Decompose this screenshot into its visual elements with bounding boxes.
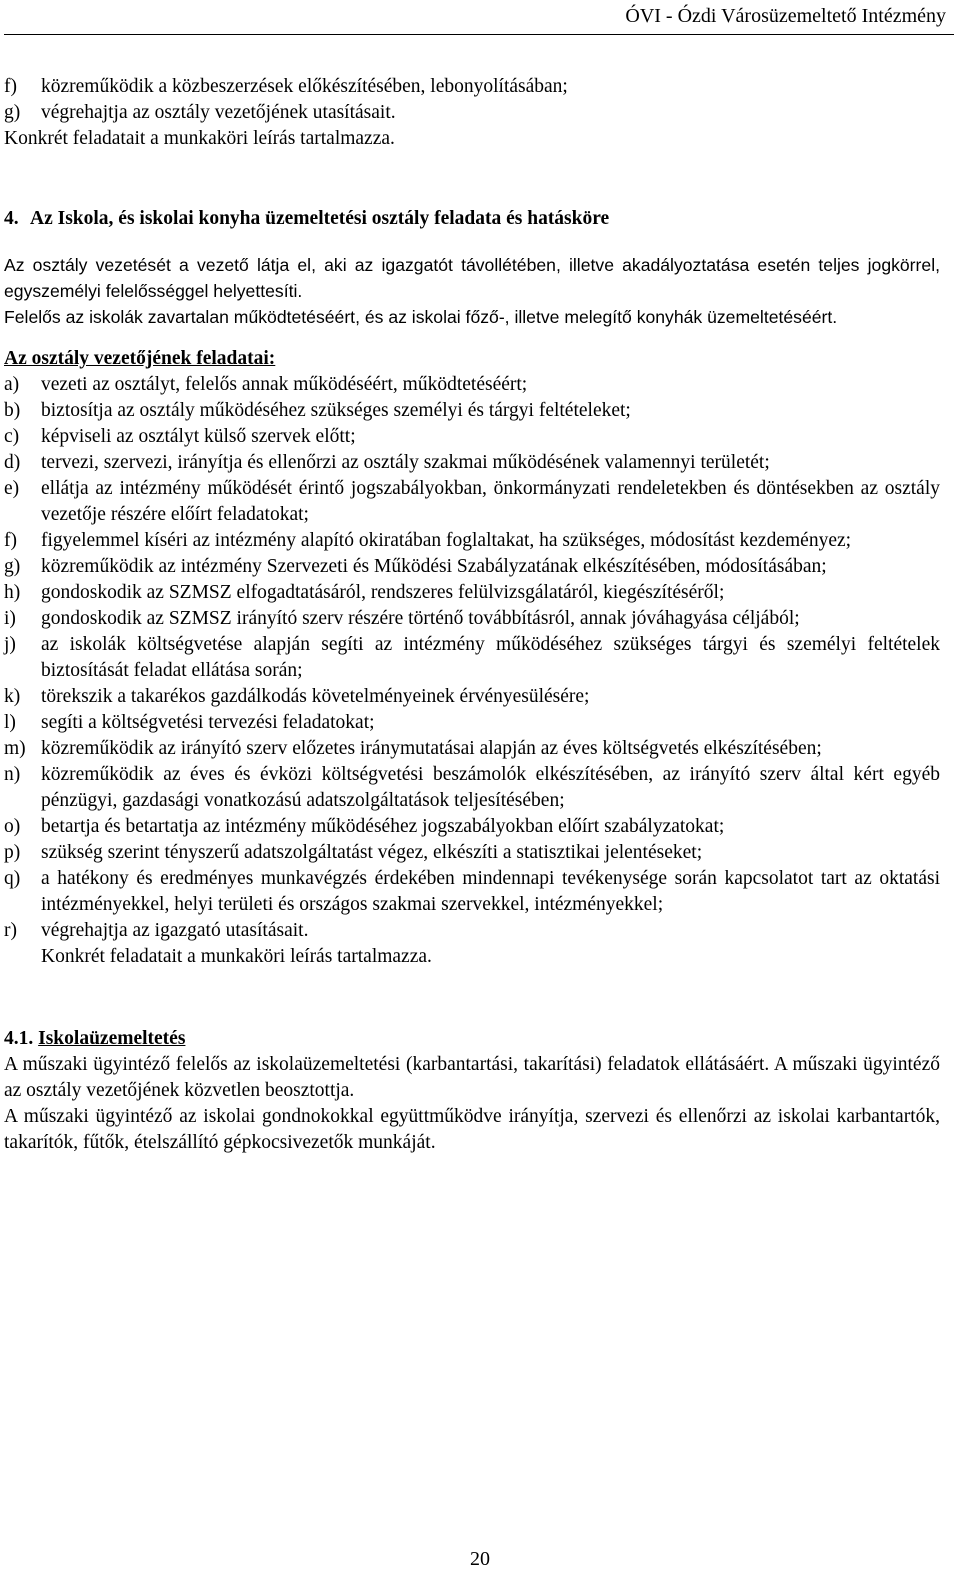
list-item-text: tervezi, szervezi, irányítja és ellenőrzi az osztály szakmai működésének valamennyi területét;	[41, 452, 770, 473]
list-item	[4, 398, 940, 424]
list-marker: b)	[4, 400, 21, 421]
subsection-paragraph: A műszaki ügyintéző felelős az iskolaüzemeltetési (karbantartási, takarítási) feladatok ellátásáért. A műszaki ügyintéző az osztály vezetőjének közvetlen beosztottja.	[4, 1054, 940, 1101]
list-item	[4, 74, 940, 100]
list-item	[4, 840, 940, 866]
list-marker: l)	[4, 712, 16, 733]
list-item-text: közreműködik a közbeszerzések előkészítésében, lebonyolításában;	[41, 76, 568, 97]
section-number: 4.	[4, 208, 19, 229]
list-item-text: biztosítja az osztály működéséhez szükséges személyi és tárgyi feltételeket;	[41, 400, 631, 421]
list-item	[4, 736, 940, 762]
note-text: Konkrét feladatait a munkaköri leírás tartalmazza.	[4, 128, 395, 149]
list-marker: d)	[4, 452, 21, 473]
list-item	[4, 424, 940, 450]
list-item	[4, 684, 940, 710]
list-item-text: a hatékony és eredményes munkavégzés érdekében mindennapi tevékenysége során kapcsolatot tart az oktatási intézményekkel, helyi területi és országos szakmai szervekkel, intézményekkel;	[41, 868, 940, 915]
list-item-text: képviseli az osztályt külső szervek előtt;	[41, 426, 356, 447]
subsection-paragraph: A műszaki ügyintéző az iskolai gondnokokkal együttműködve irányítja, szervezi és ellenőrzi az iskolai karbantartók, takarítók, fűtők, ételszállító gépkocsivezetők munkáját.	[4, 1106, 940, 1153]
running-header: ÓVI - Ózdi Városüzemeltető Intézmény	[625, 5, 946, 27]
list-marker: f)	[4, 76, 17, 97]
list-marker: c)	[4, 426, 20, 447]
list-item-text: közreműködik az éves és évközi költségvetési beszámolók elkészítésében, az irányító szerv által kért egyéb pénzügyi, gazdasági vonatkozású adatszolgáltatások teljesítésében;	[41, 764, 940, 811]
page-content	[4, 74, 940, 1156]
note-text: Konkrét feladatait a munkaköri leírás tartalmazza.	[41, 946, 432, 967]
list-marker: o)	[4, 816, 21, 837]
list-item-text: gondoskodik az SZMSZ elfogadtatásáról, rendszeres felülvizsgálatáról, kiegészítéséről;	[41, 582, 725, 603]
list-item	[4, 710, 940, 736]
list-item	[4, 580, 940, 606]
duties-list	[4, 372, 940, 944]
list-item	[4, 606, 940, 632]
list-item-text: gondoskodik az SZMSZ irányító szerv részére történő továbbításról, annak jóváhagyása céljából;	[41, 608, 800, 629]
list-item-text: az iskolák költségvetése alapján segíti az intézmény működéséhez szükséges tárgyi és személyi feltételek biztosítását feladat ellátása során;	[41, 634, 940, 681]
header-rule	[4, 34, 954, 35]
list-marker: e)	[4, 478, 20, 499]
list-marker: g)	[4, 102, 21, 123]
list-marker: m)	[4, 738, 26, 759]
list-item-text: közreműködik az intézmény Szervezeti és Működési Szabályzatának elkészítésében, módosításában;	[41, 556, 827, 577]
list-item-text: szükség szerint tényszerű adatszolgáltatást végez, elkészíti a statisztikai jelentéseket;	[41, 842, 703, 863]
list-marker: g)	[4, 556, 21, 577]
list-item-text: betartja és betartatja az intézmény működéséhez jogszabályokban előírt szabályzatokat;	[41, 816, 725, 837]
list-marker: j)	[4, 634, 16, 655]
list-item-text: közreműködik az irányító szerv előzetes iránymutatásai alapján az éves költségvetés elkészítésében;	[41, 738, 822, 759]
list-item	[4, 632, 940, 684]
section-heading	[4, 206, 940, 232]
list-marker: i)	[4, 608, 16, 629]
list-item-text: végrehajtja az osztály vezetőjének utasításait.	[41, 102, 396, 123]
list-marker: k)	[4, 686, 21, 707]
page-number: 20	[470, 1548, 490, 1570]
subsection-heading	[4, 1026, 940, 1052]
section-title: Az Iskola, és iskolai konyha üzemeltetési osztály feladata és hatásköre	[30, 208, 610, 229]
list-item-text: végrehajtja az igazgató utasításait.	[41, 920, 309, 941]
list-item-text: figyelemmel kíséri az intézmény alapító okiratában foglaltakat, ha szükséges, módosítást kezdeményez;	[41, 530, 852, 551]
list-marker: h)	[4, 582, 21, 603]
subsection-title: Iskolaüzemeltetés	[38, 1028, 186, 1049]
list-item-text: vezeti az osztályt, felelős annak működéséért, működtetéséért;	[41, 374, 528, 395]
duties-heading	[4, 346, 940, 372]
duties-heading-text: Az osztály vezetőjének feladatai:	[4, 348, 276, 369]
list-marker: p)	[4, 842, 21, 863]
list-item	[4, 918, 940, 944]
list-marker: r)	[4, 920, 17, 941]
list-item	[4, 476, 940, 528]
list-marker: a)	[4, 374, 20, 395]
subsection-number: 4.1.	[4, 1028, 34, 1049]
list-item-text: törekszik a takarékos gazdálkodás követelményeinek érvényesülésére;	[41, 686, 590, 707]
section-paragraph: Felelős az iskolák zavartalan működtetéséért, és az iskolai főző-, illetve melegítő konyhák üzemeltetéséért.	[4, 307, 838, 327]
list-item	[4, 100, 940, 126]
list-item-text: ellátja az intézmény működését érintő jogszabályokban, önkormányzati rendeletekben és döntésekben az osztály vezetője részére előírt feladatokat;	[41, 478, 940, 525]
list-marker: f)	[4, 530, 17, 551]
list-item	[4, 814, 940, 840]
list-item	[4, 450, 940, 476]
list-marker: n)	[4, 764, 21, 785]
list-item	[4, 528, 940, 554]
list-marker: q)	[4, 868, 21, 889]
list-item	[4, 372, 940, 398]
list-item	[4, 554, 940, 580]
list-item	[4, 866, 940, 918]
list-item-text: segíti a költségvetési tervezési feladatokat;	[41, 712, 375, 733]
list-item	[4, 762, 940, 814]
section-paragraph: Az osztály vezetését a vezető látja el, aki az igazgatót távollétében, illetve akadályoztatása esetén teljes jogkörrel, egyszemélyi felelősséggel helyettesíti.	[4, 255, 940, 301]
